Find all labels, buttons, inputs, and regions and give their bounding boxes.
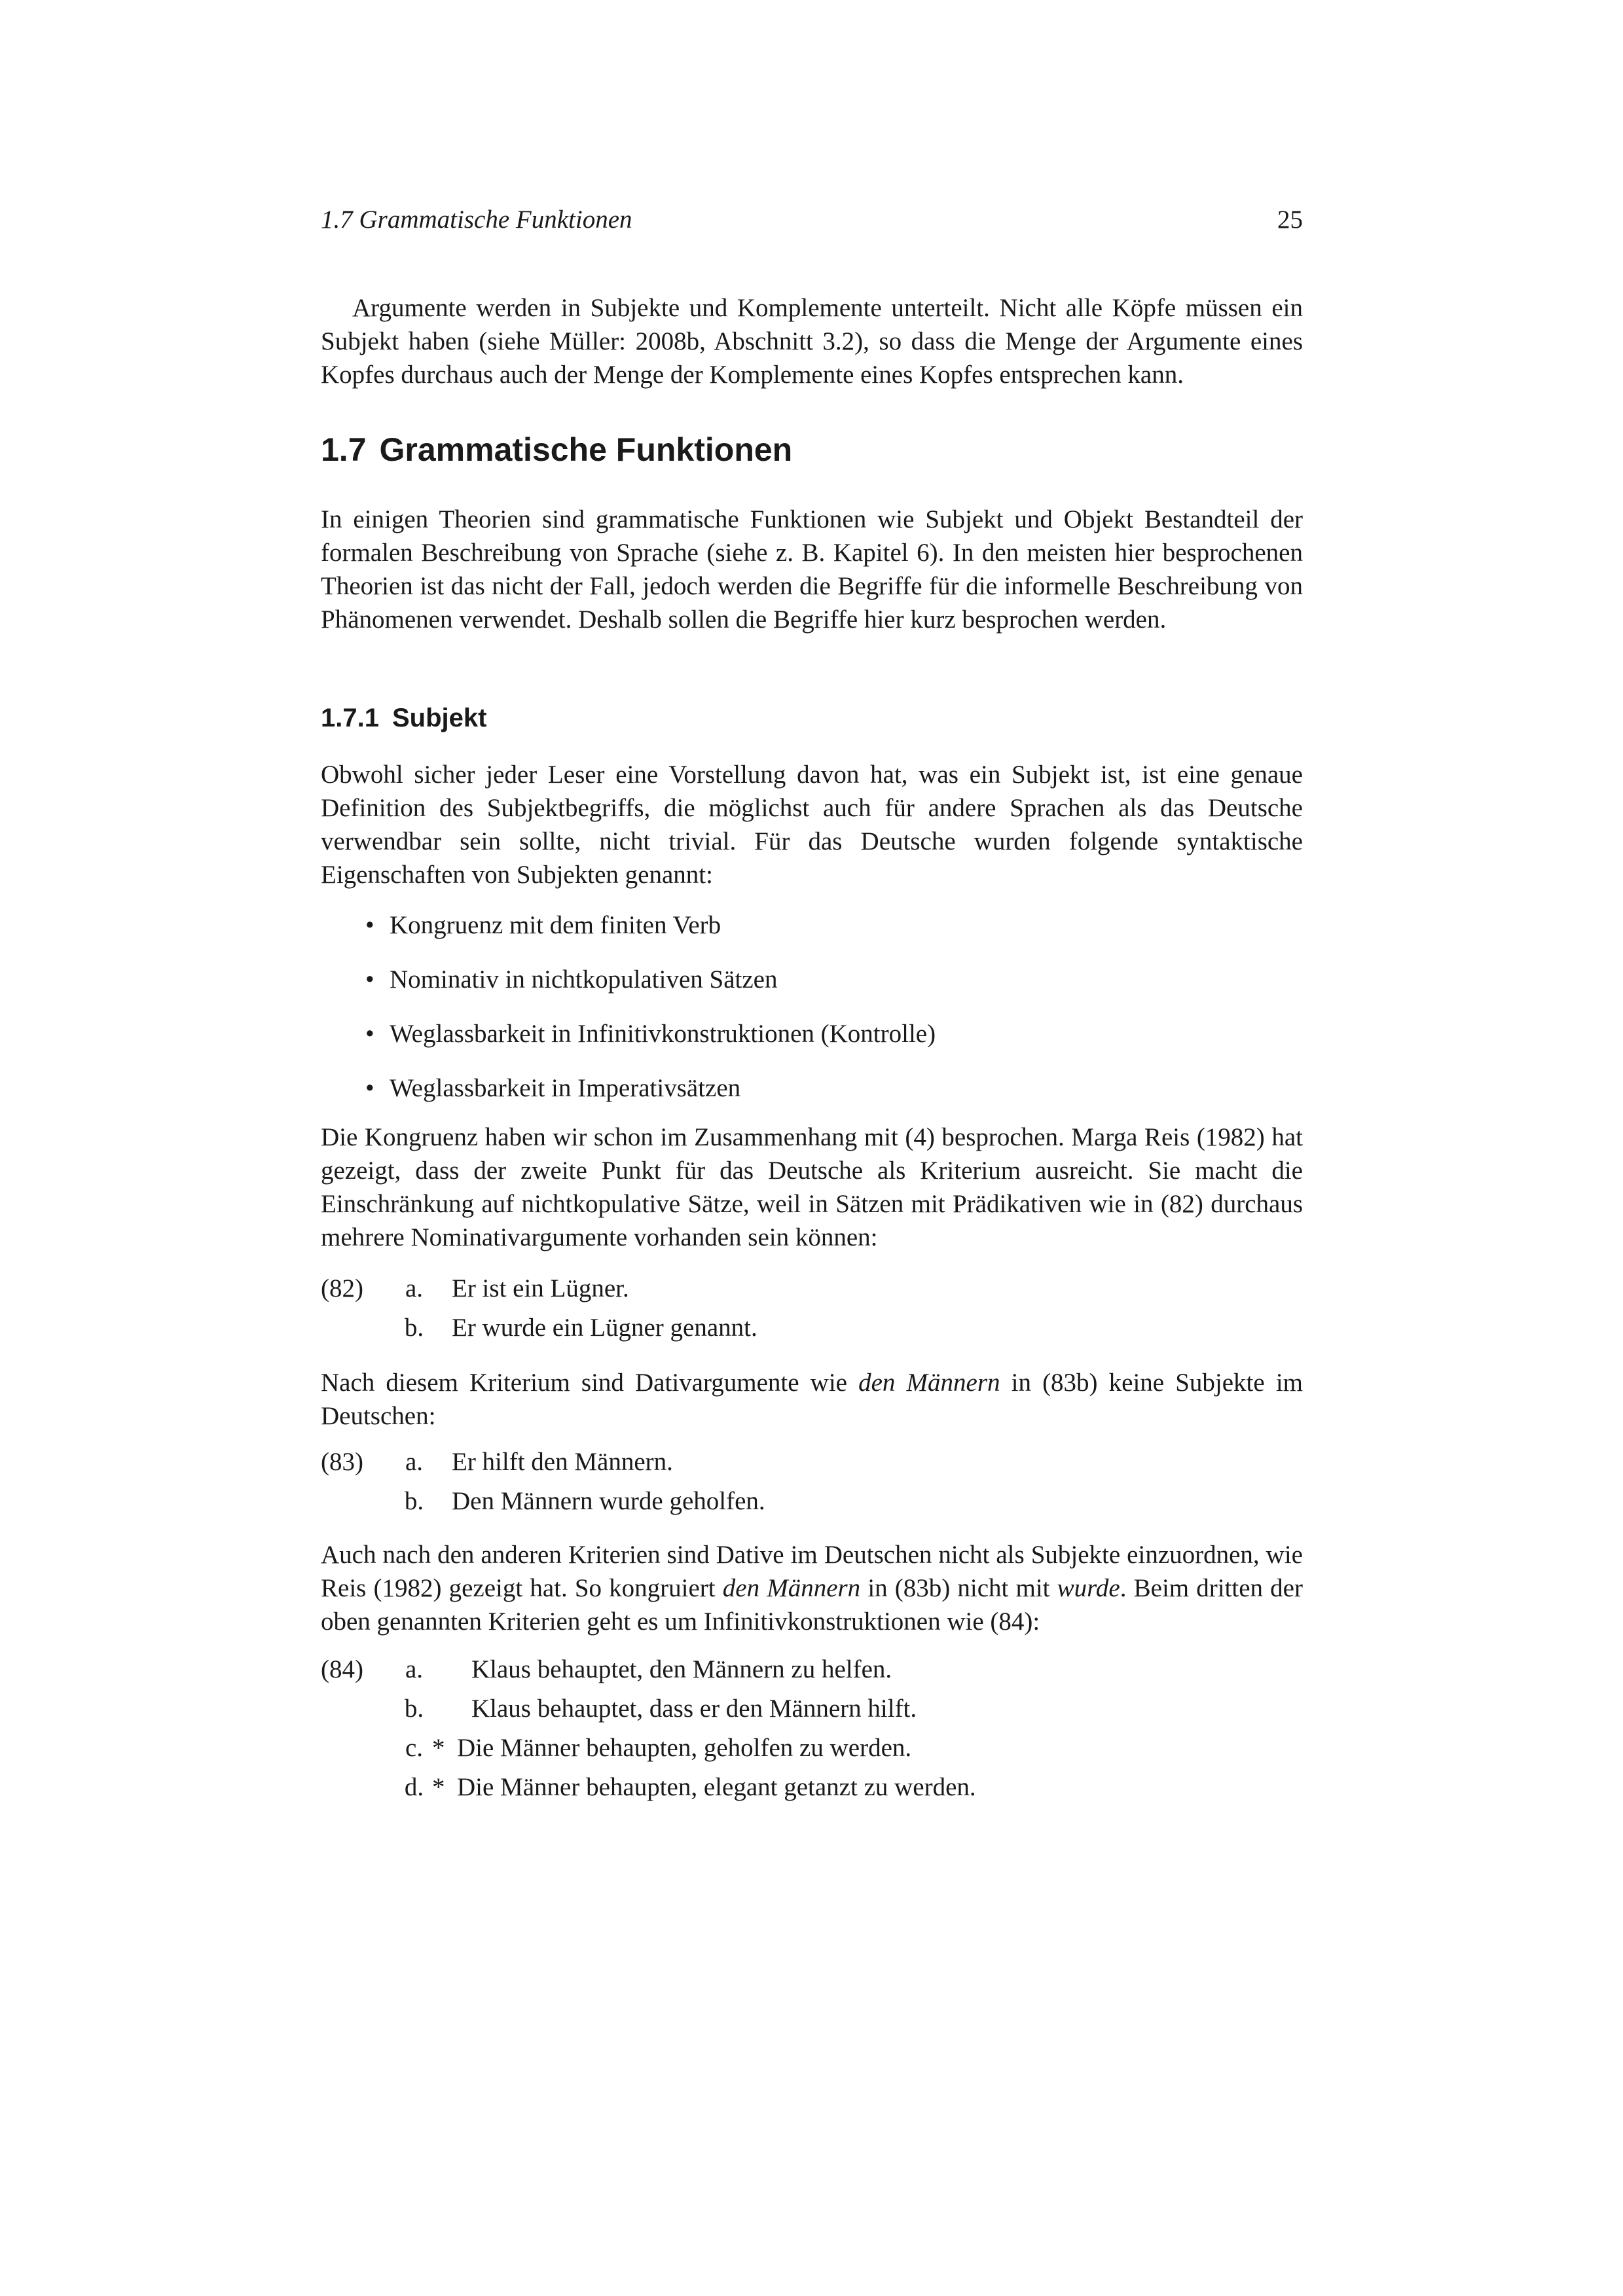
page-number: 25	[1277, 206, 1303, 234]
ungrammatical-star: *	[432, 1773, 445, 1801]
subsection-paragraph-block	[321, 758, 1303, 891]
section-title-text: Grammatische Funktionen	[379, 431, 793, 468]
example-item: b. Klaus behauptet, dass er den Männern hilft.	[404, 1695, 917, 1723]
example-number: (82)	[321, 1274, 363, 1302]
bullet-icon: •	[365, 1020, 374, 1048]
section-title	[321, 430, 1303, 469]
example-item: c. * Die Männer behaupten, geholfen zu werden.	[396, 1731, 1303, 1765]
example-item: a. Er hilft den Männern.	[405, 1448, 673, 1476]
example-item: b. Er wurde ein Lügner genannt.	[404, 1314, 757, 1342]
bullet-icon: •	[365, 965, 374, 994]
example-84	[321, 1653, 1303, 1810]
example-number: (83)	[321, 1448, 363, 1476]
bullet-icon: •	[365, 911, 374, 939]
auch-block	[321, 1538, 1303, 1638]
bullet-list	[321, 908, 1303, 1105]
example-item: a. Er ist ein Lügner.	[405, 1274, 629, 1302]
auch-paragraph: Auch nach den anderen Kriterien sind Dative im Deutschen nicht als Subjekte einzuordnen, wie Reis (1982) gezeigt hat. So kongruiert den Männern in (83b) nicht mit wurde. Beim dritten der oben genannten Kriterien geht es um Infinitivkonstruktionen wie (84):	[321, 1541, 1303, 1636]
subsection-title-text: Subjekt	[392, 704, 487, 732]
running-header	[321, 203, 1303, 236]
list-item: • Weglassbarkeit in Infinitivkonstruktionen (Kontrolle)	[321, 1017, 1303, 1050]
example-item: d. * Die Männer behaupten, elegant getanzt zu werden.	[396, 1770, 1303, 1804]
section-heading	[321, 430, 1303, 469]
bullet-list-block	[321, 908, 1303, 1126]
dativ-paragraph: Nach diesem Kriterium sind Dativargumente wie den Männern in (83b) keine Subjekte im Deutschen:	[321, 1369, 1303, 1430]
list-item: • Nominativ in nichtkopulativen Sätzen	[321, 963, 1303, 996]
subsection-heading	[321, 702, 1303, 734]
bullet-icon: •	[365, 1074, 374, 1102]
intro-paragraph: Argumente werden in Subjekte und Komplemente unterteilt. Nicht alle Köpfe müssen ein Subjekt haben (siehe Müller: 2008b, Abschnitt 3.2), so dass die Menge der Argumente eines Kopfes durchaus auch der Menge der Komplemente eines Kopfes entsprechen kann.	[321, 294, 1303, 389]
list-item: • Kongruenz mit dem finiten Verb	[321, 908, 1303, 942]
dativ-block	[321, 1366, 1303, 1433]
section-paragraph: In einigen Theorien sind grammatische Funktionen wie Subjekt und Objekt Bestandteil der formalen Beschreibung von Sprache (siehe z. B. Kapitel 6). In den meisten hier besprochenen Theorien ist das nicht der Fall, jedoch werden die Begriffe für die informelle Beschreibung von Phänomenen verwendet. Deshalb sollen die Begriffe hier kurz besprochen werden.	[321, 505, 1303, 634]
intro-block	[321, 291, 1303, 391]
example-item: b. Den Männern wurde geholfen.	[404, 1487, 765, 1515]
kongruenz-block	[321, 1121, 1303, 1254]
kongruenz-paragraph: Die Kongruenz haben wir schon im Zusammenhang mit (4) besprochen. Marga Reis (1982) hat gezeigt, dass der zweite Punkt für das Deutsche als Kriterium ausreicht. Sie macht die Einschränkung auf nichtkopulative Sätze, weil in Sätzen mit Prädikativen wie in (82) durchaus mehrere Nominativargumente vorhanden sein können:	[321, 1123, 1303, 1251]
section-paragraph-block	[321, 503, 1303, 636]
section-number: 1.7	[321, 431, 367, 468]
running-title: 1.7 Grammatische Funktionen	[321, 206, 632, 234]
example-item: a. Klaus behauptet, den Männern zu helfen.	[405, 1655, 892, 1683]
subsection-number: 1.7.1	[321, 704, 379, 732]
ungrammatical-star: *	[432, 1734, 445, 1762]
example-82	[321, 1272, 1303, 1350]
example-83	[321, 1445, 1303, 1524]
example-number: (84)	[321, 1655, 363, 1683]
subsection-title	[321, 702, 1303, 734]
subsection-paragraph: Obwohl sicher jeder Leser eine Vorstellung davon hat, was ein Subjekt ist, ist eine genaue Definition des Subjektbegriffs, die möglichst auch für andere Sprachen als das Deutsche verwendbar sein sollte, nicht trivial. Für das Deutsche wurden folgende syntaktische Eigenschaften von Subjekten genannt:	[321, 761, 1303, 889]
list-item: • Weglassbarkeit in Imperativsätzen	[321, 1071, 1303, 1105]
